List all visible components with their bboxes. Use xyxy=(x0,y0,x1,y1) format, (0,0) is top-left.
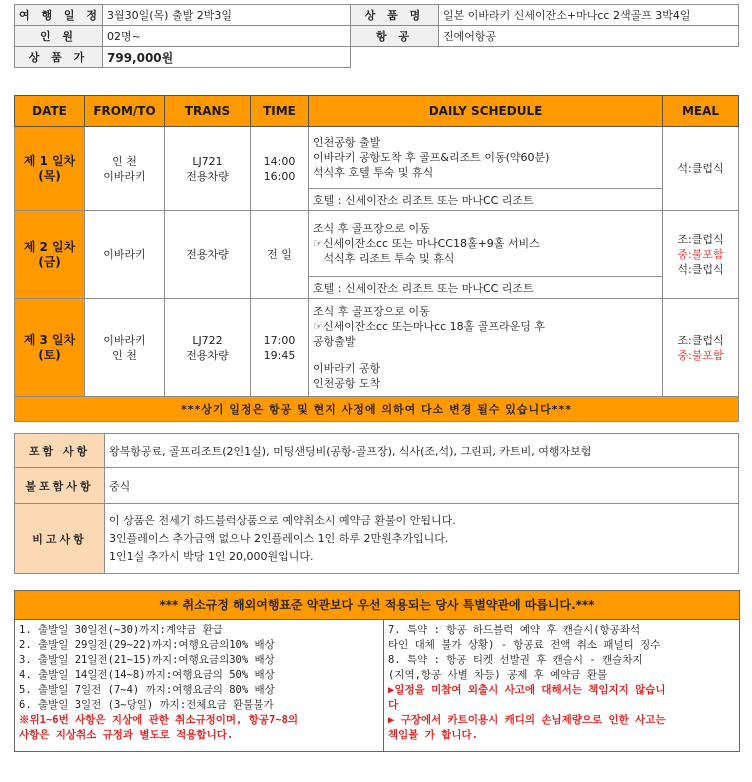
airline-value: 진에어항공 xyxy=(439,26,739,47)
product-value: 일본 이바라키 신세이잔소+마나cc 2색골프 3박4일 xyxy=(439,5,739,26)
day-1-row xyxy=(15,127,739,189)
day-3-time xyxy=(251,299,309,397)
schedule-line: 조식 후 골프장으로 이동 xyxy=(313,305,430,318)
day-3-meal xyxy=(663,299,739,397)
airline-label: 항 공 xyxy=(351,26,439,47)
day-2-all-day: 전 일 xyxy=(267,248,292,261)
col-trans: TRANS xyxy=(165,96,251,127)
rule-line: 5. 출발일 7일전 (7~4) 까지:여행요금의 80% 배상 xyxy=(19,684,275,696)
schedule-line: 인천공항 도착 xyxy=(313,377,381,390)
inclusion-table xyxy=(14,433,739,574)
rule-line: 타인 대체 불가 상황) - 항공료 전액 취소 패널티 징수 xyxy=(388,639,661,651)
included-label: 포함 사항 xyxy=(15,434,105,468)
cancellation-title: *** 취소규정 해외여행표준 약관보다 우선 적용되는 당사 특별약관에 따릅니다.*** xyxy=(15,591,739,620)
trip-summary-table xyxy=(14,4,739,68)
day-2-from-to xyxy=(85,211,165,299)
rule-line: (지역,항공 사별 차등) 공제 후 예약금 환불 xyxy=(388,669,608,681)
col-date: DATE xyxy=(15,96,85,127)
day-1-meal xyxy=(663,127,739,211)
people-label: 인 원 xyxy=(15,26,103,47)
schedule-line: 석식후 리조트 투숙 및 휴식 xyxy=(313,252,455,265)
schedule-line: ☞신세이잔소cc 또는마나cc 18홀 골프라운딩 후 xyxy=(313,320,546,333)
schedule-line: 공항출발 xyxy=(313,335,356,348)
day-3-from: 이바라키 xyxy=(103,333,146,347)
day-1-vehicle: 전용차량 xyxy=(186,169,229,183)
dates-value: 3월30일(목) 출발 2박3일 xyxy=(103,5,351,26)
dates-label: 여 행 일 정 xyxy=(15,5,103,26)
rule-line: 7. 특약 : 항공 하드블럭 예약 후 캔슬시(항공좌석 xyxy=(388,624,641,636)
day-3-depart-time: 17:00 xyxy=(263,333,296,347)
day-2-hotel: 호텔 : 신세이잔소 리조트 또는 마나CC 리조트 xyxy=(309,277,663,299)
day-3-vehicle: 전용차량 xyxy=(186,348,229,362)
meal-lunch: 중:불포함 xyxy=(677,348,724,362)
remarks-label: 비고사항 xyxy=(15,504,105,574)
schedule-notice: ***상기 일정은 항공 및 현지 사정에 의하여 다소 변경 될수 있습니다*** xyxy=(15,397,739,422)
day-2-vehicle: 전용차량 xyxy=(186,248,229,261)
day-1-trans xyxy=(165,127,251,211)
warning-line: 책임볼 가 합니다. xyxy=(388,729,478,741)
schedule-line: 조식 후 골프장으로 이동 xyxy=(313,222,430,235)
col-from-to: FROM/TO xyxy=(85,96,165,127)
col-meal: MEAL xyxy=(663,96,739,127)
day-1-arrive-time: 16:00 xyxy=(263,169,296,183)
remarks-line: 이 상품은 전세기 하드블럭상품으로 예약취소시 예약금 환불이 안됩니다. xyxy=(109,513,456,527)
day-3-from-to xyxy=(85,299,165,397)
rule-line: 8. 특약 : 항공 티켓 선발권 후 캔슬시 - 캔슬차지 xyxy=(388,654,643,666)
day-2-date: 제 2 일차 (금) xyxy=(15,211,85,299)
remarks-value xyxy=(105,504,739,574)
cancellation-rules-left xyxy=(15,620,384,751)
excluded-label: 불포함사항 xyxy=(15,468,105,504)
schedule-line: ☞신세이잔소cc 또는 마나CC18홀+9홀 서비스 xyxy=(313,237,540,250)
cancellation-policy xyxy=(14,590,740,752)
rule-note: ※위1~6번 사항은 지상에 관한 취소규정이며, 항공7~8의 xyxy=(19,714,299,726)
day-3-flight: LJ722 xyxy=(192,333,223,347)
day-1-depart-time: 14:00 xyxy=(263,154,296,168)
remarks-line: 3인플레이스 추가금액 없으나 2인플레이스 1인 하루 2만원추가입니다. xyxy=(109,531,449,545)
price-label: 상 품 가 xyxy=(15,47,103,68)
included-value: 왕복항공료, 골프리조트(2인1실), 미팅샌딩비(공항-골프장), 식사(조,석), 그린피, 카트비, 여행자보험 xyxy=(105,434,739,468)
day-1-date: 제 1 일차 (목) xyxy=(15,127,85,211)
rule-line: 2. 출발일 29일전(29~22)까지:여행요금의10% 배상 xyxy=(19,639,275,651)
day-3-date: 제 3 일차 (토) xyxy=(15,299,85,397)
day-2-location: 이바라키 xyxy=(103,248,146,261)
schedule-table xyxy=(14,95,739,422)
meal-breakfast: 조:클럽식 xyxy=(677,233,724,246)
schedule-line: 인천공항 출발 xyxy=(313,136,381,149)
rule-note: 사항은 지상취소 규정과 별도로 적용합니다. xyxy=(19,729,234,741)
meal-dinner: 석:클럽식 xyxy=(677,263,724,276)
day-2-trans xyxy=(165,211,251,299)
schedule-line: 석식후 호텔 투숙 및 휴식 xyxy=(313,166,434,179)
people-value: 02명~ xyxy=(103,26,351,47)
day-1-hotel: 호텔 : 신세이잔소 리조트 또는 마나CC 리조트 xyxy=(309,189,663,211)
meal-lunch: 중:불포함 xyxy=(677,248,724,261)
rule-line: 3. 출발일 21일전(21~15)까지:여행요금의30% 배상 xyxy=(19,654,275,666)
excluded-value: 중식 xyxy=(105,468,739,504)
day-3-arrive-time: 19:45 xyxy=(263,348,296,362)
rule-line: 4. 출발일 14일전(14~8)까지:여행요금의 50% 배상 xyxy=(19,669,275,681)
product-label: 상 품 명 xyxy=(351,5,439,26)
day-2-row xyxy=(15,211,739,277)
meal-breakfast: 조:클럽식 xyxy=(677,333,724,347)
day-3-schedule xyxy=(309,299,663,397)
day-3-row xyxy=(15,299,739,397)
day-3-to: 인 천 xyxy=(112,348,137,362)
schedule-header-row xyxy=(15,96,739,127)
day-1-schedule xyxy=(309,127,663,189)
schedule-line: 이바라키 공항도착 후 골프&리조트 이동(약60분) xyxy=(313,151,550,164)
schedule-line: 이바라키 공항 xyxy=(313,362,381,375)
cancellation-rules-right xyxy=(384,620,739,751)
col-time: TIME xyxy=(251,96,309,127)
day-2-time xyxy=(251,211,309,299)
day-2-meal xyxy=(663,211,739,299)
day-1-to: 이바라키 xyxy=(103,169,146,183)
col-daily-schedule: DAILY SCHEDULE xyxy=(309,96,663,127)
warning-line: 다 xyxy=(388,699,399,711)
rule-line: 1. 출발일 30일전(~30)까지:계약금 환급 xyxy=(19,624,223,636)
day-1-from: 인 천 xyxy=(112,154,137,168)
day-1-time xyxy=(251,127,309,211)
warning-line: ▶일정을 미참여 외출시 사고에 대해서는 책임지지 않습니 xyxy=(388,684,666,696)
schedule-line xyxy=(313,349,658,361)
warning-line: ▶ 구장에서 카트이용시 캐디의 손님제량으로 인한 사고는 xyxy=(388,714,666,726)
rule-line: 6. 출발일 3일전 (3~당일) 까지:전체요금 환불불가 xyxy=(19,699,274,711)
meal-dinner: 석:클럽식 xyxy=(677,162,724,175)
price-value: 799,000원 xyxy=(103,47,351,68)
day-3-trans xyxy=(165,299,251,397)
day-1-from-to xyxy=(85,127,165,211)
day-1-flight: LJ721 xyxy=(192,154,223,168)
day-2-schedule xyxy=(309,211,663,277)
remarks-line: 1인1실 추가시 박당 1인 20,000원입니다. xyxy=(109,549,314,563)
